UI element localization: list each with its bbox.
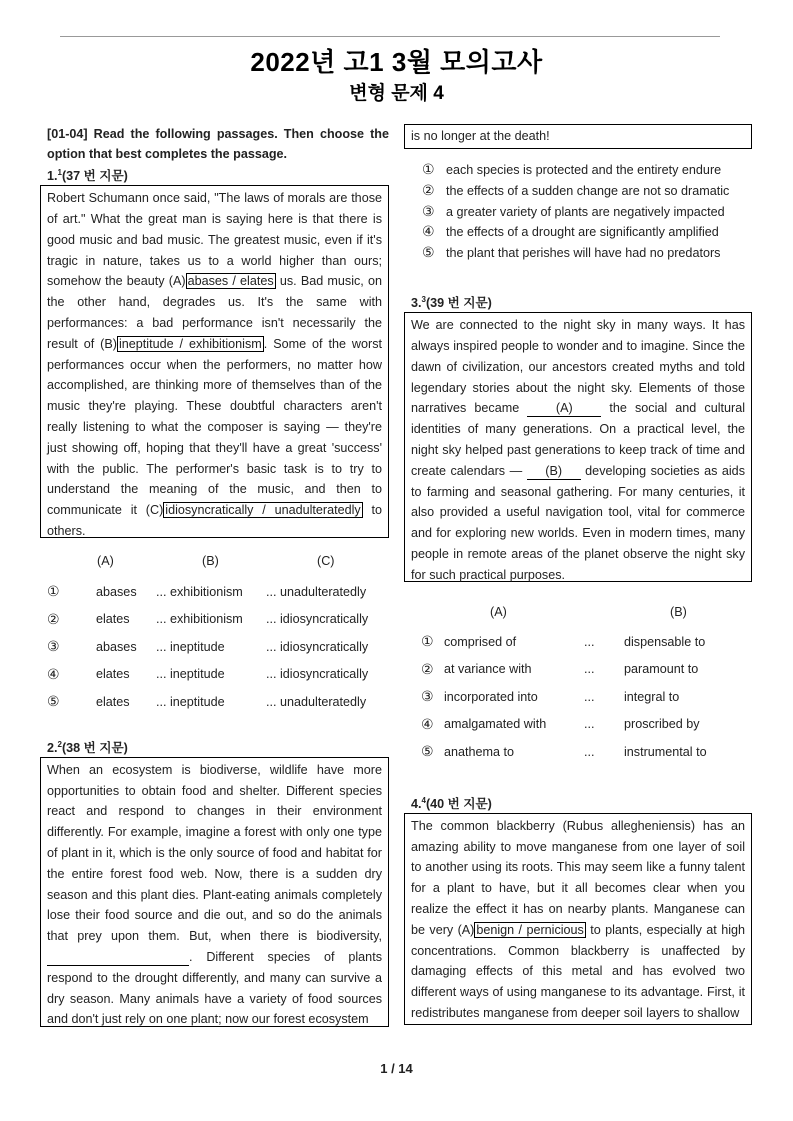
q2-source: (38 번 지문): [61, 740, 128, 755]
q3-option-b: instrumental to: [624, 744, 707, 759]
q1-option-b: ... ineptitude: [156, 639, 225, 654]
q3-option-sep: ...: [584, 744, 595, 759]
q3-option-row-3[interactable]: [404, 711, 752, 739]
q1-option-num: ③: [47, 638, 60, 655]
left-column: [40, 124, 389, 1027]
q1-option-c: ... idiosyncratically: [266, 639, 369, 654]
q2-choice-text: a greater variety of plants are negatively impacted: [446, 204, 725, 219]
q1-heading: [40, 164, 389, 185]
q1-option-b: ... exhibitionism: [156, 584, 243, 599]
q1-text-4: to others.: [47, 503, 382, 538]
q3-option-row-2[interactable]: [404, 683, 752, 711]
q2-text-1: When an ecosystem is biodiverse, wildlife have more opportunities to obtain food and shelter. Different species react and respond to changes in their environment differently. For example, imagine a forest with only one type of plant in it, which is the only source of food and habitat for the entire forest food web. Now, there is a sudden dry season and this plant dies. Plant-eating animals completely lose their food source and die out, and so do the animals that prey upon them. But, when there is biodiversity,: [47, 762, 382, 944]
page-title: 2022년 고1 3월 모의고사: [250, 47, 543, 77]
q1-text-1: Robert Schumann once said, "The laws of morals are those of art." What the great man is saying here is that there is good music and bad music. The greatest music, even if it's tragic in nature, takes us to a world higher than ours; somehow the beauty (A): [47, 191, 382, 289]
q1-option-b: ... exhibitionism: [156, 612, 243, 627]
q1-col-b: (B): [202, 554, 219, 569]
q1-option-a: elates: [96, 694, 130, 709]
q3-options-table: [404, 596, 752, 766]
q3-option-num: ⑤: [421, 743, 434, 760]
q3-option-a: anathema to: [444, 744, 515, 759]
q3-option-row-4[interactable]: [404, 738, 752, 766]
q1-option-row-2[interactable]: [40, 633, 389, 661]
q3-number: 3.: [411, 296, 422, 311]
q3-text-1: We are connected to the night sky in many ways. It has always inspired people to wonder and to imagine. Since the dawn of civilization, our ancestors created myths and told legendary stories about the night sky. Elements of those narratives became: [411, 318, 745, 416]
q3-text-3: developing societies as aids to farming and seasonal gathering. For many centuries, it also provided a useful navigation tool, vital for commerce and for exploring new worlds. Even in modern times, many people in remote areas of the planet observe the night sky for such practical purposes.: [411, 463, 745, 582]
q3-option-b: integral to: [624, 689, 680, 704]
q2-choice-text: the effects of a sudden change are not so dramatic: [446, 183, 730, 198]
q1-number: 1.: [47, 169, 58, 184]
q1-option-c: ... unadulteratedly: [266, 584, 367, 599]
q1-option-c: ... idiosyncratically: [266, 612, 369, 627]
q3-options-header: [404, 596, 752, 628]
q2-blank: [47, 950, 189, 966]
q2-choice-num: ③: [422, 202, 435, 219]
q2-heading: [40, 736, 389, 757]
q1-choice-box-c: idiosyncratically / unadulteratedly: [165, 503, 361, 518]
q3-option-num: ③: [421, 688, 434, 705]
q1-options-header: [40, 544, 389, 578]
q2-choice-num: ④: [422, 223, 435, 240]
q2-choice-1[interactable]: [404, 180, 752, 201]
q1-source: (37 번 지문): [61, 169, 128, 184]
q1-col-c: (C): [317, 554, 335, 569]
q3-source: (39 번 지문): [425, 296, 492, 311]
q1-option-b: ... ineptitude: [156, 694, 225, 709]
q3-option-b: proscribed by: [624, 717, 700, 732]
q4-footnote: 4: [421, 795, 426, 805]
q1-option-b: ... ineptitude: [156, 667, 225, 682]
q3-col-a: (A): [490, 605, 507, 620]
q3-text-2: the social and cultural identities of many generations. On a practical level, the night sky helped past generations to keep track of time and create calendars —: [411, 401, 745, 478]
q1-option-row-1[interactable]: [40, 606, 389, 634]
q2-footnote: 2: [57, 739, 62, 749]
q1-option-num: ①: [47, 583, 60, 600]
q3-option-sep: ...: [584, 634, 595, 649]
q3-option-a: comprised of: [444, 634, 517, 649]
q3-option-a: at variance with: [444, 662, 532, 677]
q1-option-num: ②: [47, 610, 60, 627]
q1-text-3: . Some of the worst performances occur when the performers, no matter how accomplished, are thinking more of themselves than of the music they're playing. These doubtful characters aren't really listening to what the composer is saying — they're just showing off, hoping that they'll have a great 'success' with the public. The performer's basic task is to try to understand the meaning of the music, and then to communicate it (C): [47, 336, 382, 518]
q2-choice-text: each species is protected and the entirety endure: [446, 163, 722, 177]
q2-choice-2[interactable]: [404, 201, 752, 222]
q4-number: 4.: [411, 796, 422, 811]
q1-option-c: ... idiosyncratically: [266, 667, 369, 682]
q1-option-num: ⑤: [47, 693, 60, 710]
q2-text-2: . Different species of plants respond to the drought differently, and many can survive a dry season. Many animals have a variety of food sources and don't just rely on one plant; now our forest ecosystem: [47, 950, 382, 1027]
q3-option-a: incorporated into: [444, 689, 538, 704]
q1-passage: [40, 185, 389, 538]
q3-blank-a: (A): [527, 401, 601, 417]
q3-option-num: ②: [421, 660, 434, 677]
q4-text-2: to plants, especially at high concentrations. Common blackberry is unaffected by damaging effects of this metal and has evolved two different ways of using manganese to its advantage. First, it redistributes manganese from deeper soil layers to shallow: [411, 922, 746, 1021]
q3-option-num: ①: [421, 633, 434, 650]
q1-option-a: abases: [96, 639, 137, 654]
q1-option-num: ④: [47, 665, 60, 682]
q1-option-row-4[interactable]: [40, 688, 389, 716]
q2-choice-text: the plant that perishes will have had no predators: [446, 246, 721, 261]
q1-choice-box-b: ineptitude / exhibitionism: [118, 336, 262, 351]
q3-option-b: dispensable to: [624, 634, 706, 649]
q2-choice-num: ⑤: [422, 244, 435, 261]
q1-option-a: abases: [96, 584, 137, 599]
q4-choice-box-a: benign / pernicious: [476, 922, 584, 937]
q3-option-sep: ...: [584, 717, 595, 732]
q3-passage: [404, 312, 752, 582]
q2-choice-3[interactable]: [404, 221, 752, 242]
q1-footnote: 1: [57, 168, 62, 177]
q2-number: 2.: [47, 740, 58, 755]
q2-choice-4[interactable]: [404, 242, 752, 263]
q3-option-row-0[interactable]: [404, 628, 752, 656]
q3-blank-b: (B): [527, 464, 581, 480]
q4-passage: [404, 813, 752, 1025]
right-column: [404, 124, 752, 1025]
q1-option-row-3[interactable]: [40, 661, 389, 689]
header-rule: [60, 36, 720, 37]
q2-choice-text: the effects of a drought are significantly amplified: [446, 225, 719, 240]
q3-option-row-1[interactable]: [404, 656, 752, 684]
q3-option-b: paramount to: [624, 662, 699, 677]
q4-source: (40 번 지문): [425, 796, 492, 811]
q4-text-1: The common blackberry (Rubus allegheniensis) has an amazing ability to move manganese from one layer of soil to another using its roots. This may seem like a funny talent for a plant to have, but it all becomes clear when you realize the effect it has on nearby plants. Manganese can be very (A): [411, 818, 745, 937]
q1-choice-box-a: abases / elates: [187, 274, 274, 289]
q2-choice-0[interactable]: [404, 159, 752, 180]
q3-footnote: 3: [421, 294, 426, 304]
page-subtitle: 변형 문제 4: [349, 83, 444, 104]
q1-option-a: elates: [96, 612, 130, 627]
page-number: 1 / 14: [380, 1061, 413, 1076]
q3-option-sep: ...: [584, 662, 595, 677]
q3-col-b: (B): [670, 605, 687, 620]
q1-col-a: (A): [97, 554, 114, 569]
q3-heading: [404, 291, 752, 312]
q2-choice-num: ①: [422, 161, 435, 177]
q1-options-table: [40, 544, 389, 716]
q2-choice-num: ②: [422, 181, 435, 198]
q1-option-row-0[interactable]: [40, 578, 389, 606]
q1-option-a: elates: [96, 667, 130, 682]
q2-choices: [404, 159, 752, 263]
q4-heading: [404, 792, 752, 813]
q3-option-a: amalgamated with: [444, 717, 547, 732]
q2-passage-continued: is no longer at the death!: [404, 124, 752, 149]
q3-option-num: ④: [421, 715, 434, 732]
q1-text-2: us. Bad music, on the other hand, degrades us. It's the same with performances: a bad performance isn't necessarily the result of (B): [47, 274, 382, 351]
q3-option-sep: ...: [584, 689, 595, 704]
q2-passage: [40, 757, 389, 1027]
q1-option-c: ... unadulteratedly: [266, 694, 367, 709]
instructions: [01-04] Read the following passages. Then choose the option that best completes the passage.: [47, 127, 389, 161]
